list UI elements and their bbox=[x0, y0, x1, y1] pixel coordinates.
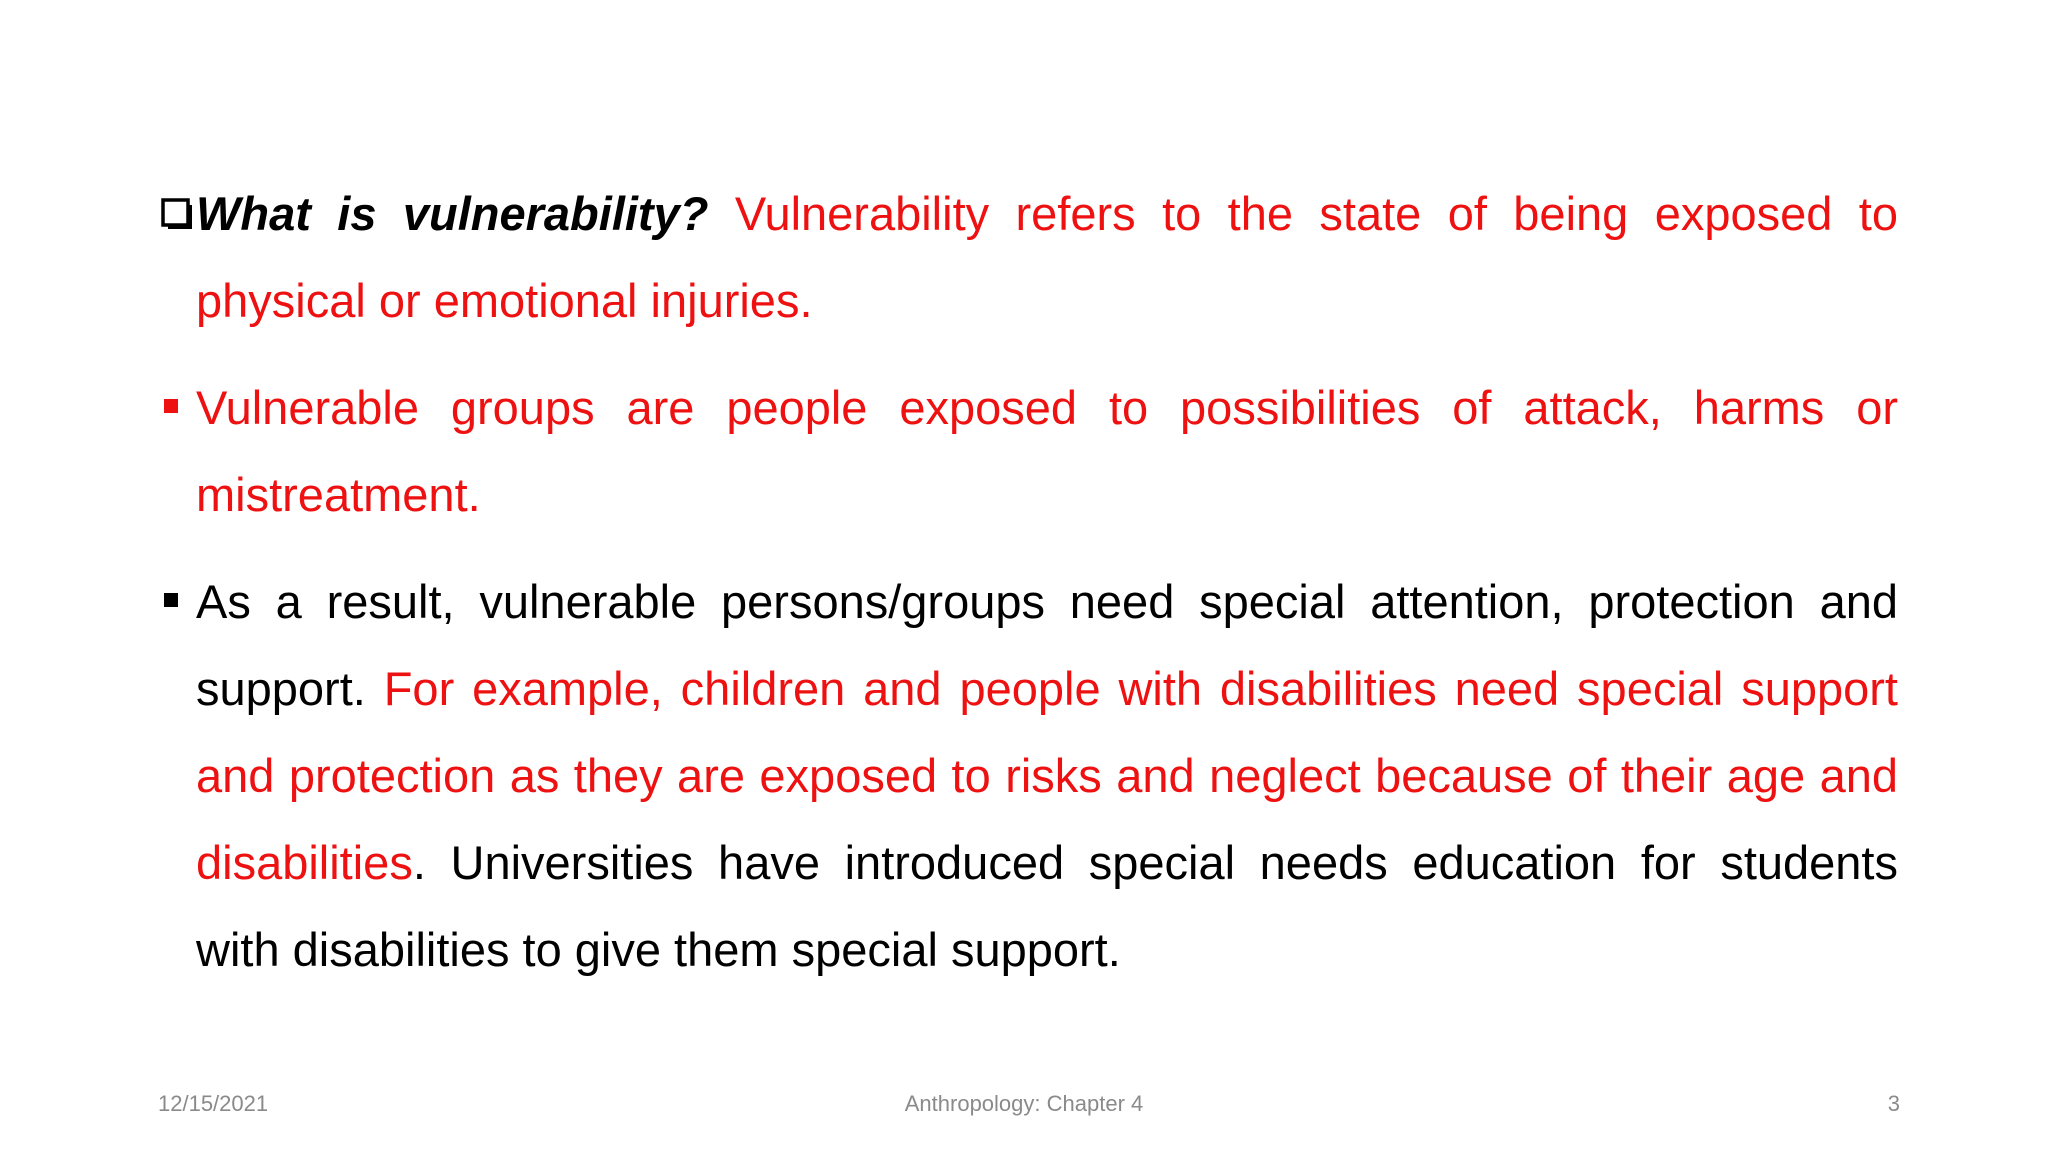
special-attention-text: As a result, vulnerable persons/groups need special attention, protection and support. bbox=[196, 575, 1898, 715]
definition-text: Vulnerability refers to the state of being exposed to physical or emotional injuries. bbox=[196, 187, 1898, 327]
footer-title: Anthropology: Chapter 4 bbox=[904, 1091, 1144, 1116]
slide-body bbox=[158, 170, 1898, 993]
checkbox-icon bbox=[160, 170, 194, 257]
page-number: 3 bbox=[1887, 1091, 1900, 1116]
footer-date: 12/15/2021 bbox=[158, 1091, 269, 1116]
vulnerable-groups-paragraph bbox=[158, 364, 1898, 538]
square-bullet-icon bbox=[164, 364, 178, 451]
special-attention-paragraph bbox=[158, 558, 1898, 993]
square-bullet-icon bbox=[164, 558, 178, 645]
example-text: For example, children and people with disabilities need special support and protection as they are exposed to risks and neglect because of their age and disabilities bbox=[196, 662, 1898, 889]
definition-paragraph bbox=[158, 170, 1898, 344]
universities-text: . Universities have introduced special needs education for students with disabilities to give them special support. bbox=[196, 836, 1898, 976]
vulnerable-groups-text: Vulnerable groups are people exposed to possibilities of attack, harms or mistreatment. bbox=[196, 381, 1898, 521]
definition-term: What is vulnerability? bbox=[196, 187, 709, 240]
